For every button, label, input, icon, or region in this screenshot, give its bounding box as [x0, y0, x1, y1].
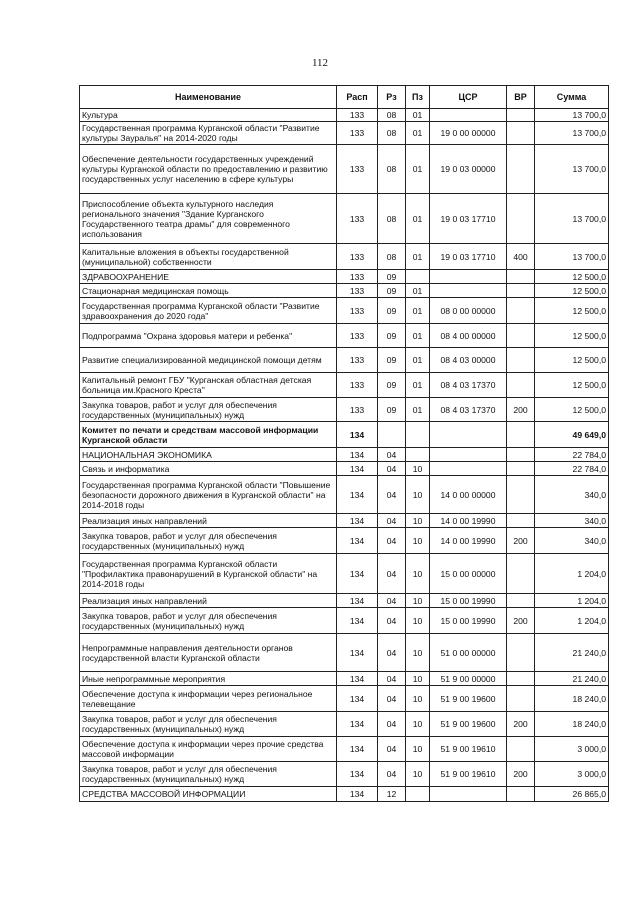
- cell-vr: 200: [507, 398, 535, 422]
- cell-pz: 01: [406, 145, 430, 194]
- cell-sum: 12 500,0: [535, 398, 609, 422]
- table-row: [80, 712, 609, 737]
- cell-vr: 200: [507, 608, 535, 634]
- cell-name: Государственная программа Курганской области "Профилактика правонарушений в Курганской области" на 2014-2018 годы: [80, 554, 337, 594]
- cell-vr: [507, 422, 535, 448]
- cell-csr: 14 0 00 19990: [430, 514, 507, 528]
- cell-pz: 01: [406, 398, 430, 422]
- cell-name: ЗДРАВООХРАНЕНИЕ: [80, 270, 337, 284]
- cell-vr: 200: [507, 762, 535, 787]
- cell-csr: 51 9 00 19600: [430, 712, 507, 737]
- cell-rasp: 134: [337, 554, 378, 594]
- cell-sum: 13 700,0: [535, 244, 609, 270]
- cell-rz: 08: [378, 145, 406, 194]
- table-row: [80, 284, 609, 298]
- cell-rz: 09: [378, 398, 406, 422]
- cell-rasp: 134: [337, 594, 378, 608]
- table-row: [80, 476, 609, 514]
- cell-vr: [507, 284, 535, 298]
- cell-sum: 12 500,0: [535, 324, 609, 348]
- cell-csr: [430, 422, 507, 448]
- cell-rz: 04: [378, 762, 406, 787]
- table-body: [80, 109, 609, 802]
- cell-csr: 51 0 00 00000: [430, 634, 507, 672]
- cell-rasp: 133: [337, 109, 378, 122]
- cell-rz: 12: [378, 787, 406, 802]
- cell-vr: [507, 672, 535, 686]
- table-row: [80, 109, 609, 122]
- cell-rasp: 133: [337, 298, 378, 324]
- table-row: [80, 348, 609, 373]
- cell-rasp: 134: [337, 462, 378, 476]
- cell-name: Закупка товаров, работ и услуг для обеспечения государственных (муниципальных) нужд: [80, 762, 337, 787]
- table-row: [80, 787, 609, 802]
- cell-pz: 01: [406, 109, 430, 122]
- page-number: 112: [311, 57, 329, 69]
- cell-rasp: 134: [337, 422, 378, 448]
- cell-rasp: 134: [337, 787, 378, 802]
- cell-sum: 12 500,0: [535, 284, 609, 298]
- cell-name: Капитальный ремонт ГБУ "Курганская областная детская больница им.Красного Креста": [80, 373, 337, 398]
- cell-csr: [430, 787, 507, 802]
- cell-pz: 01: [406, 122, 430, 145]
- cell-rz: 04: [378, 462, 406, 476]
- cell-pz: 01: [406, 244, 430, 270]
- cell-vr: [507, 594, 535, 608]
- cell-sum: 1 204,0: [535, 594, 609, 608]
- cell-csr: 08 4 03 17370: [430, 398, 507, 422]
- cell-csr: [430, 284, 507, 298]
- table-row: [80, 634, 609, 672]
- cell-pz: 10: [406, 686, 430, 712]
- header-sum: Сумма: [535, 86, 609, 109]
- cell-name: Закупка товаров, работ и услуг для обеспечения государственных (муниципальных) нужд: [80, 398, 337, 422]
- cell-name: Приспособление объекта культурного наследия регионального значения "Здание Курганского Государственного театра драмы" для современного использования: [80, 194, 337, 244]
- table-row: [80, 298, 609, 324]
- cell-rasp: 134: [337, 686, 378, 712]
- cell-rz: 04: [378, 594, 406, 608]
- cell-rasp: 133: [337, 348, 378, 373]
- cell-vr: [507, 373, 535, 398]
- cell-sum: 13 700,0: [535, 109, 609, 122]
- cell-vr: 200: [507, 528, 535, 554]
- cell-vr: [507, 737, 535, 762]
- cell-pz: 01: [406, 324, 430, 348]
- cell-name: Обеспечение доступа к информации через прочие средства массовой информации: [80, 737, 337, 762]
- cell-pz: [406, 448, 430, 462]
- cell-rz: 09: [378, 348, 406, 373]
- cell-csr: 14 0 00 19990: [430, 528, 507, 554]
- cell-csr: 15 0 00 00000: [430, 554, 507, 594]
- cell-name: НАЦИОНАЛЬНАЯ ЭКОНОМИКА: [80, 448, 337, 462]
- cell-csr: 08 4 03 17370: [430, 373, 507, 398]
- cell-sum: 1 204,0: [535, 554, 609, 594]
- cell-vr: [507, 476, 535, 514]
- cell-csr: 51 9 00 19610: [430, 762, 507, 787]
- cell-pz: 10: [406, 608, 430, 634]
- cell-rz: 09: [378, 324, 406, 348]
- cell-csr: 14 0 00 00000: [430, 476, 507, 514]
- cell-vr: [507, 634, 535, 672]
- cell-vr: [507, 298, 535, 324]
- cell-rz: 09: [378, 373, 406, 398]
- cell-sum: 18 240,0: [535, 712, 609, 737]
- cell-rz: 04: [378, 672, 406, 686]
- cell-name: Капитальные вложения в объекты государственной (муниципальной) собственности: [80, 244, 337, 270]
- cell-rz: 08: [378, 109, 406, 122]
- budget-table: [79, 85, 609, 802]
- cell-sum: 3 000,0: [535, 762, 609, 787]
- table-row: [80, 194, 609, 244]
- cell-name: Непрограммные направления деятельности органов государственной власти Курганской области: [80, 634, 337, 672]
- cell-rasp: 133: [337, 284, 378, 298]
- cell-pz: [406, 787, 430, 802]
- cell-name: Комитет по печати и средствам массовой информации Курганской области: [80, 422, 337, 448]
- cell-rz: 04: [378, 448, 406, 462]
- cell-pz: 10: [406, 528, 430, 554]
- cell-vr: [507, 686, 535, 712]
- header-rasp: Расп: [337, 86, 378, 109]
- table-row: [80, 737, 609, 762]
- cell-name: Закупка товаров, работ и услуг для обеспечения государственных (муниципальных) нужд: [80, 528, 337, 554]
- cell-rasp: 134: [337, 712, 378, 737]
- table-row: [80, 373, 609, 398]
- cell-vr: [507, 270, 535, 284]
- cell-pz: 10: [406, 737, 430, 762]
- cell-name: Обеспечение деятельности государственных учреждений культуры Курганской области по предоставлению и развитию государственных услуг населению в сфере культуры: [80, 145, 337, 194]
- cell-vr: [507, 194, 535, 244]
- cell-csr: 15 0 00 19990: [430, 594, 507, 608]
- cell-rz: 04: [378, 476, 406, 514]
- cell-pz: 01: [406, 373, 430, 398]
- cell-vr: [507, 554, 535, 594]
- cell-csr: 51 9 00 19610: [430, 737, 507, 762]
- cell-sum: 26 865,0: [535, 787, 609, 802]
- cell-vr: [507, 462, 535, 476]
- cell-rasp: 134: [337, 514, 378, 528]
- cell-vr: [507, 324, 535, 348]
- cell-vr: [507, 145, 535, 194]
- cell-pz: [406, 270, 430, 284]
- table-row: [80, 422, 609, 448]
- cell-name: Реализация иных направлений: [80, 514, 337, 528]
- cell-pz: 10: [406, 672, 430, 686]
- cell-pz: 01: [406, 194, 430, 244]
- cell-pz: 01: [406, 298, 430, 324]
- cell-csr: 19 0 00 00000: [430, 122, 507, 145]
- header-vr: ВР: [507, 86, 535, 109]
- cell-rasp: 133: [337, 270, 378, 284]
- table-row: [80, 672, 609, 686]
- cell-vr: [507, 514, 535, 528]
- cell-rz: 08: [378, 122, 406, 145]
- header-pz: Пз: [406, 86, 430, 109]
- cell-sum: 13 700,0: [535, 145, 609, 194]
- cell-vr: 400: [507, 244, 535, 270]
- table-row: [80, 514, 609, 528]
- cell-sum: 340,0: [535, 514, 609, 528]
- cell-rasp: 134: [337, 448, 378, 462]
- cell-vr: [507, 122, 535, 145]
- cell-csr: 19 0 03 00000: [430, 145, 507, 194]
- cell-rz: 09: [378, 298, 406, 324]
- cell-rasp: 133: [337, 244, 378, 270]
- cell-sum: 340,0: [535, 528, 609, 554]
- cell-rz: [378, 422, 406, 448]
- cell-pz: 01: [406, 348, 430, 373]
- cell-name: Закупка товаров, работ и услуг для обеспечения государственных (муниципальных) нужд: [80, 712, 337, 737]
- table-row: [80, 686, 609, 712]
- cell-rasp: 134: [337, 608, 378, 634]
- cell-name: СРЕДСТВА МАССОВОЙ ИНФОРМАЦИИ: [80, 787, 337, 802]
- cell-sum: 12 500,0: [535, 348, 609, 373]
- cell-pz: 10: [406, 554, 430, 594]
- cell-sum: 18 240,0: [535, 686, 609, 712]
- cell-pz: 10: [406, 634, 430, 672]
- cell-rz: 04: [378, 608, 406, 634]
- cell-rz: 09: [378, 270, 406, 284]
- cell-rz: 04: [378, 737, 406, 762]
- cell-csr: [430, 270, 507, 284]
- cell-vr: [507, 109, 535, 122]
- cell-rz: 04: [378, 712, 406, 737]
- cell-name: Стационарная медицинская помощь: [80, 284, 337, 298]
- cell-sum: 12 500,0: [535, 298, 609, 324]
- table-row: [80, 462, 609, 476]
- cell-rasp: 133: [337, 145, 378, 194]
- cell-name: Государственная программа Курганской области "Развитие культуры Зауралья" на 2014-2020 годы: [80, 122, 337, 145]
- cell-sum: 13 700,0: [535, 122, 609, 145]
- cell-sum: 1 204,0: [535, 608, 609, 634]
- cell-rasp: 134: [337, 762, 378, 787]
- header-csr: ЦСР: [430, 86, 507, 109]
- cell-csr: 08 4 00 00000: [430, 324, 507, 348]
- cell-rasp: 134: [337, 737, 378, 762]
- table-row: [80, 448, 609, 462]
- cell-rz: 09: [378, 284, 406, 298]
- table-row: [80, 145, 609, 194]
- cell-csr: [430, 462, 507, 476]
- cell-vr: [507, 348, 535, 373]
- cell-pz: 10: [406, 762, 430, 787]
- cell-rz: 08: [378, 194, 406, 244]
- cell-sum: 12 500,0: [535, 373, 609, 398]
- cell-pz: [406, 422, 430, 448]
- cell-pz: 01: [406, 284, 430, 298]
- cell-rasp: 133: [337, 398, 378, 422]
- cell-rasp: 134: [337, 672, 378, 686]
- cell-csr: 19 0 03 17710: [430, 194, 507, 244]
- table-header-row: [80, 86, 609, 109]
- cell-name: Иные непрограммные мероприятия: [80, 672, 337, 686]
- cell-name: Связь и информатика: [80, 462, 337, 476]
- cell-csr: 51 9 00 00000: [430, 672, 507, 686]
- cell-rasp: 133: [337, 194, 378, 244]
- cell-sum: 3 000,0: [535, 737, 609, 762]
- cell-pz: 10: [406, 594, 430, 608]
- cell-rz: 04: [378, 514, 406, 528]
- cell-csr: [430, 448, 507, 462]
- cell-rz: 04: [378, 554, 406, 594]
- cell-vr: 200: [507, 712, 535, 737]
- table-row: [80, 122, 609, 145]
- table-row: [80, 594, 609, 608]
- header-rz: Рз: [378, 86, 406, 109]
- cell-rz: 04: [378, 686, 406, 712]
- cell-rasp: 134: [337, 634, 378, 672]
- cell-rasp: 133: [337, 373, 378, 398]
- cell-rasp: 133: [337, 324, 378, 348]
- cell-sum: 22 784,0: [535, 448, 609, 462]
- cell-sum: 340,0: [535, 476, 609, 514]
- cell-pz: 10: [406, 514, 430, 528]
- cell-name: Развитие специализированной медицинской помощи детям: [80, 348, 337, 373]
- cell-name: Реализация иных направлений: [80, 594, 337, 608]
- cell-rz: 04: [378, 634, 406, 672]
- cell-vr: [507, 787, 535, 802]
- table-row: [80, 270, 609, 284]
- cell-rasp: 133: [337, 122, 378, 145]
- cell-name: Государственная программа Курганской области "Повышение безопасности дорожного движения в Курганской области" на 2014-2018 годы: [80, 476, 337, 514]
- cell-name: Обеспечение доступа к информации через региональное телевещание: [80, 686, 337, 712]
- cell-name: Культура: [80, 109, 337, 122]
- cell-sum: 49 649,0: [535, 422, 609, 448]
- table-row: [80, 398, 609, 422]
- cell-name: Государственная программа Курганской области "Развитие здравоохранения до 2020 года": [80, 298, 337, 324]
- cell-rz: 08: [378, 244, 406, 270]
- cell-sum: 22 784,0: [535, 462, 609, 476]
- header-name: Наименование: [80, 86, 337, 109]
- cell-csr: 19 0 03 17710: [430, 244, 507, 270]
- cell-sum: 21 240,0: [535, 634, 609, 672]
- cell-name: Подпрограмма "Охрана здоровья матери и ребенка": [80, 324, 337, 348]
- table-row: [80, 324, 609, 348]
- table-row: [80, 608, 609, 634]
- table-row: [80, 554, 609, 594]
- cell-csr: 51 9 00 19600: [430, 686, 507, 712]
- cell-csr: 08 0 00 00000: [430, 298, 507, 324]
- table-row: [80, 762, 609, 787]
- cell-rasp: 134: [337, 476, 378, 514]
- cell-pz: 10: [406, 476, 430, 514]
- cell-sum: 21 240,0: [535, 672, 609, 686]
- cell-csr: 15 0 00 19990: [430, 608, 507, 634]
- cell-rz: 04: [378, 528, 406, 554]
- cell-name: Закупка товаров, работ и услуг для обеспечения государственных (муниципальных) нужд: [80, 608, 337, 634]
- cell-pz: 10: [406, 712, 430, 737]
- table-row: [80, 528, 609, 554]
- cell-sum: 12 500,0: [535, 270, 609, 284]
- cell-pz: 10: [406, 462, 430, 476]
- table-row: [80, 244, 609, 270]
- cell-rasp: 134: [337, 528, 378, 554]
- cell-csr: [430, 109, 507, 122]
- cell-csr: 08 4 03 00000: [430, 348, 507, 373]
- cell-vr: [507, 448, 535, 462]
- cell-sum: 13 700,0: [535, 194, 609, 244]
